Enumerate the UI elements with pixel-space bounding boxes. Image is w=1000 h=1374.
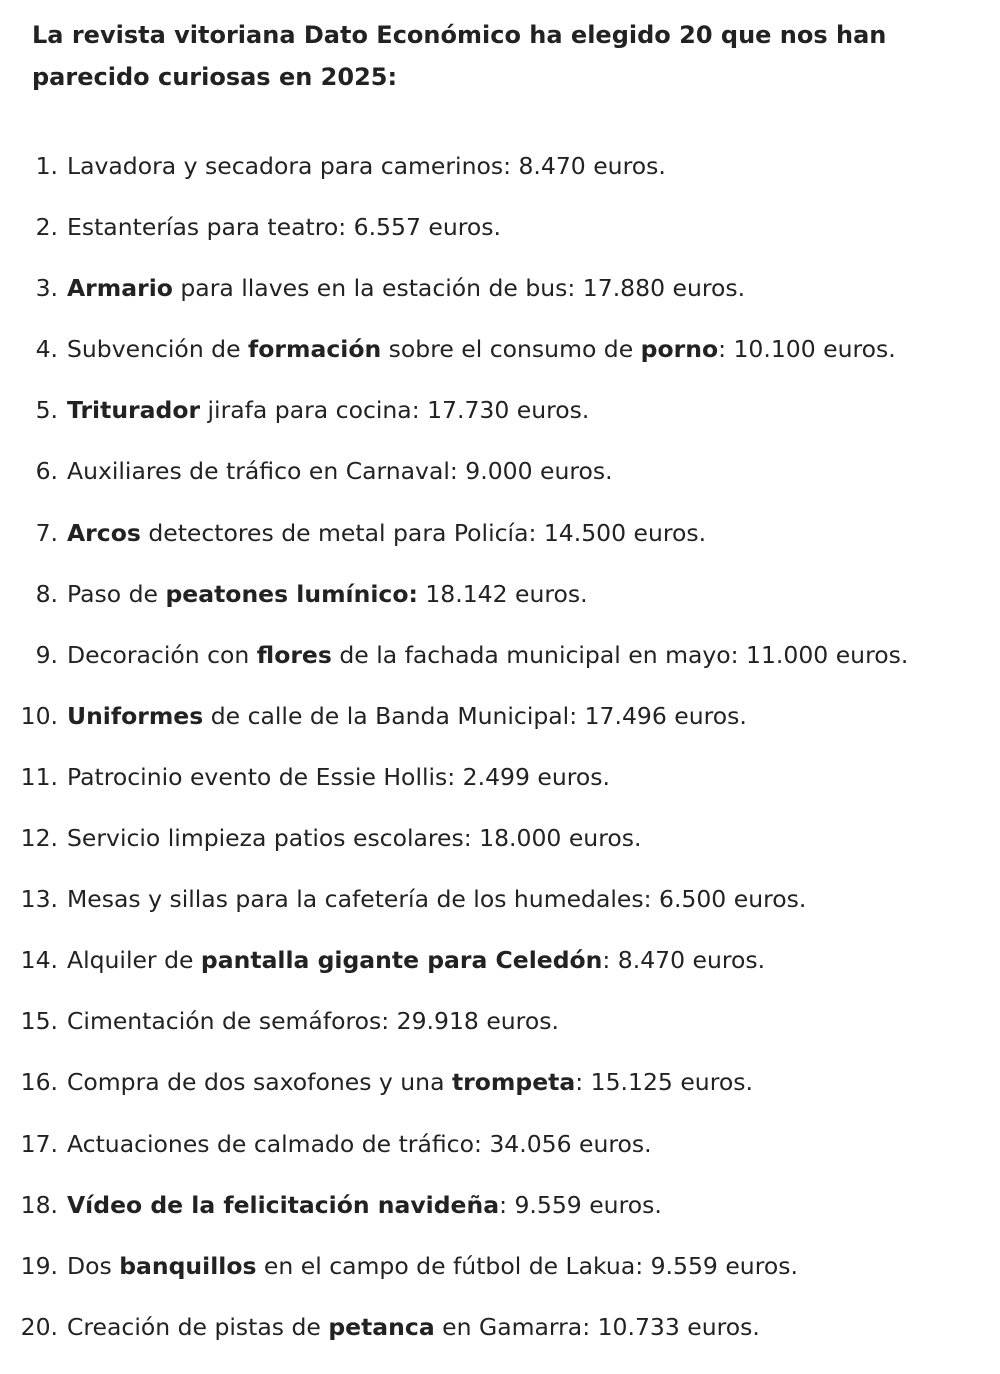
list-item-text <box>67 325 896 373</box>
text-segment: : 10.100 euros. <box>718 335 896 364</box>
list-heading: La revista vitoriana Dato Económico ha elegido 20 que nos han parecido curiosas en 2025: <box>32 21 887 91</box>
text-segment: Decoración con <box>67 640 257 669</box>
list-item-text <box>67 264 745 312</box>
text-segment: Subvención de <box>67 335 249 364</box>
list-item-number: 1. <box>35 152 58 180</box>
list-item-text <box>67 1303 760 1351</box>
text-segment: Compra de dos saxofones y una <box>67 1068 452 1097</box>
text-segment: Actuaciones de calmado de tráfico: 34.056 euros. <box>67 1129 652 1158</box>
text-segment: Lavadora y secadora para camerinos: 8.470 euros. <box>67 152 666 180</box>
list-item-number: 6. <box>35 457 58 486</box>
list-item-text <box>67 509 706 557</box>
text-segment: detectores de metal para Policía: 14.500 euros. <box>140 518 707 547</box>
list-item-text <box>67 1120 652 1168</box>
text-segment: para llaves en la estación de bus: 17.880 euros. <box>172 274 746 303</box>
list-item-text <box>67 142 666 190</box>
text-segment: Paso de <box>67 579 166 608</box>
list-item-number: 18. <box>20 1190 58 1219</box>
text-segment: Creación de pistas de <box>67 1312 329 1341</box>
bold-keyword: Triturador <box>67 396 201 425</box>
text-segment: sobre el consumo de <box>381 335 641 364</box>
list-item-number: 3. <box>35 274 58 303</box>
bold-keyword: Armario <box>67 274 173 303</box>
list-item-number: 5. <box>35 396 58 425</box>
list-item-number: 12. <box>20 824 58 853</box>
list-item-number: 20. <box>20 1312 58 1341</box>
list-item-text <box>67 936 765 984</box>
text-segment: : 8.470 euros. <box>602 946 766 975</box>
list-item-number: 9. <box>35 640 58 669</box>
bold-keyword: banquillos <box>119 1251 257 1280</box>
text-segment: en el campo de fútbol de Lakua: 9.559 euros. <box>256 1251 798 1280</box>
text-segment: de calle de la Banda Municipal: 17.496 euros. <box>203 701 747 730</box>
bold-keyword: peatones lumínico: <box>165 579 418 608</box>
list-item-number: 8. <box>35 579 58 608</box>
list-item-number: 16. <box>20 1068 58 1097</box>
list-item-text <box>67 631 908 679</box>
text-segment: Dos <box>67 1251 120 1280</box>
text-segment: Mesas y sillas para la cafetería de los humedales: 6.500 euros. <box>67 885 807 914</box>
list-item-text <box>67 203 501 251</box>
list-item-text <box>67 386 589 434</box>
list-item-text <box>67 692 747 740</box>
list-item-number: 11. <box>20 762 58 791</box>
bold-keyword: Arcos <box>67 518 141 547</box>
text-segment: Alquiler de <box>67 946 201 975</box>
list-item-number: 19. <box>20 1251 58 1280</box>
list-item-number: 17. <box>20 1129 58 1158</box>
list-item-number: 7. <box>35 518 58 547</box>
text-segment: 18.142 euros. <box>417 579 588 608</box>
bold-keyword: flores <box>256 640 332 669</box>
bold-keyword: Vídeo de la felicitación navideña <box>67 1190 500 1219</box>
list-item-number: 14. <box>20 946 58 975</box>
list-item-text <box>67 1242 798 1290</box>
bold-keyword: Uniformes <box>67 701 204 730</box>
bold-keyword: formación <box>248 335 382 364</box>
list-item-text <box>67 814 641 862</box>
list-item-text <box>67 875 806 923</box>
list-item-text <box>67 1181 662 1229</box>
text-segment: : 15.125 euros. <box>575 1068 753 1097</box>
list-item-number: 13. <box>20 885 58 914</box>
list-item-text <box>67 447 613 495</box>
text-segment: Estanterías para teatro: 6.557 euros. <box>67 213 501 242</box>
list-item-number: 4. <box>35 335 58 364</box>
list-item-text <box>67 1058 753 1106</box>
list-item-number: 2. <box>35 213 58 242</box>
bold-keyword: pantalla gigante para Celedón <box>200 946 603 975</box>
list-item-number: 15. <box>20 1007 58 1036</box>
list-item-number: 10. <box>20 701 58 730</box>
list-item-text <box>67 570 588 618</box>
text-segment: de la fachada municipal en mayo: 11.000 euros. <box>331 640 909 669</box>
bold-keyword: trompeta <box>451 1068 576 1097</box>
list-item-text <box>67 753 610 801</box>
text-segment: Patrocinio evento de Essie Hollis: 2.499 euros. <box>67 762 610 791</box>
text-segment: Servicio limpieza patios escolares: 18.000 euros. <box>67 824 642 853</box>
bold-keyword: petanca <box>328 1312 435 1341</box>
text-segment: Cimentación de semáforos: 29.918 euros. <box>67 1007 559 1036</box>
text-segment: en Gamarra: 10.733 euros. <box>434 1312 760 1341</box>
text-segment: jirafa para cocina: 17.730 euros. <box>200 396 590 425</box>
bold-keyword: porno <box>640 335 719 364</box>
text-segment: Auxiliares de tráfico en Carnaval: 9.000 euros. <box>67 457 613 486</box>
text-segment: : 9.559 euros. <box>499 1190 662 1219</box>
list-item-text <box>67 997 559 1045</box>
